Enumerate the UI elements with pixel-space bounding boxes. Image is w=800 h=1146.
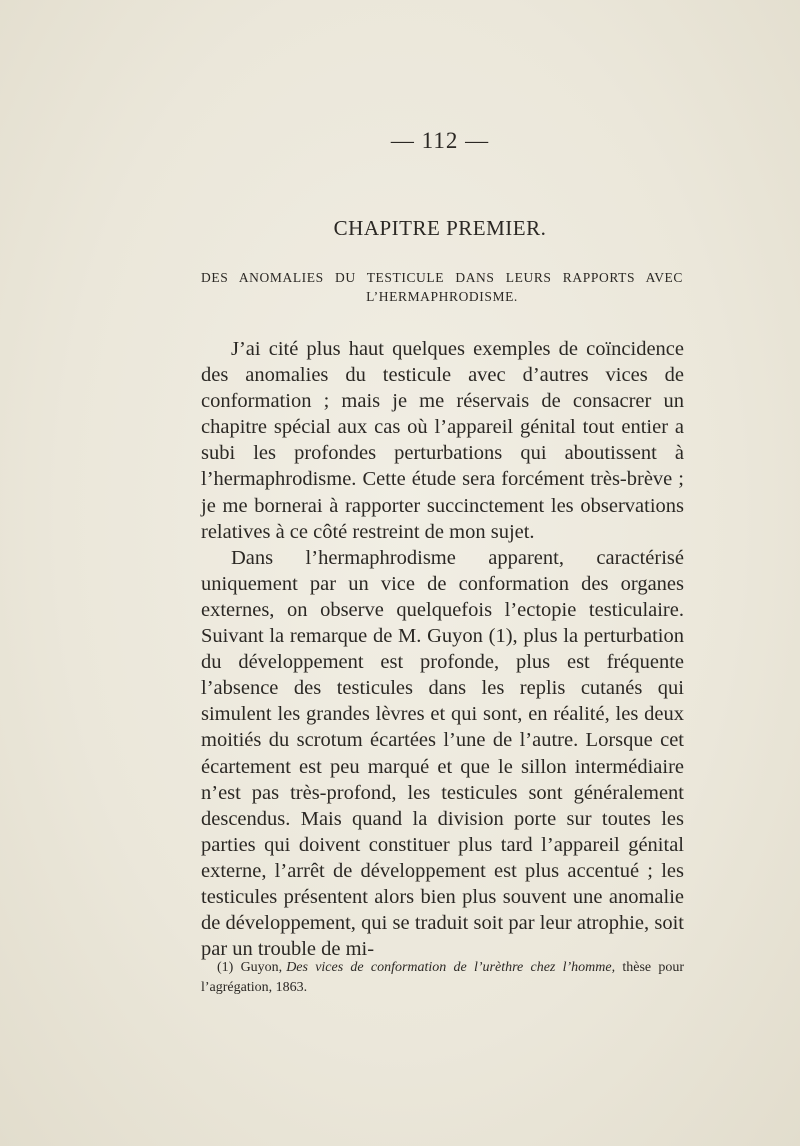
paragraph-2: Dans l’hermaphrodisme apparent, caractérisé uniquement par un vice de conformation des organes externes, on observe quelquefois l’ectopie testiculaire. Suivant la remarque de M. Guyon (1), plus la perturbation du développement est profonde, plus est fréquente l’absence des testicules dans les replis cutanés qui simulent les grandes lèvres et qui sont, en réalité, les deux moitiés du scrotum écartées l’une de l’autre. Lorsque cet écartement est peu marqué et que le sillon intermédiaire n’est pas très-profond, les testicules sont généralement descendus. Mais quand la division porte sur toutes les parties qui doivent constituer plus tard l’appareil génital externe, l’arrêt de développement est plus accentué ; les testicules présentent alors bien plus souvent une anomalie de développement, qui se traduit soit par leur atrophie, soit par un trouble de mi-: [201, 546, 684, 961]
chapter-title: CHAPITRE PREMIER.: [333, 216, 547, 240]
footnote: [201, 958, 684, 998]
paragraph-1: J’ai cité plus haut quelques exemples de coïncidence des anomalies du testicule avec d’autres vices de conformation ; mais je me réservais de consacrer un chapitre spécial aux cas où l’appareil génital tout entier a subi les profondes perturbations qui aboutissent à l’hermaphrodisme. Cette étude sera forcément très-brève ; je me bornerai à rapporter succinctement les observations relatives à ce côté restreint de mon sujet.: [201, 338, 684, 543]
section-title: DES ANOMALIES DU TESTICULE DANS LEURS RAPPORTS AVEC L’HERMAPHRODISME.: [201, 270, 683, 304]
footnote-marker-author: (1) Guyon,: [217, 960, 283, 975]
body-text: [201, 336, 684, 962]
footnote-paragraph: [201, 958, 684, 998]
footnote-rest: thèse pour l’agrégation, 1863.: [201, 960, 685, 995]
footnote-title: Des vices de conformation de l’urèthre chez l’homme,: [286, 960, 616, 975]
page-number: — 112 —: [390, 128, 490, 153]
